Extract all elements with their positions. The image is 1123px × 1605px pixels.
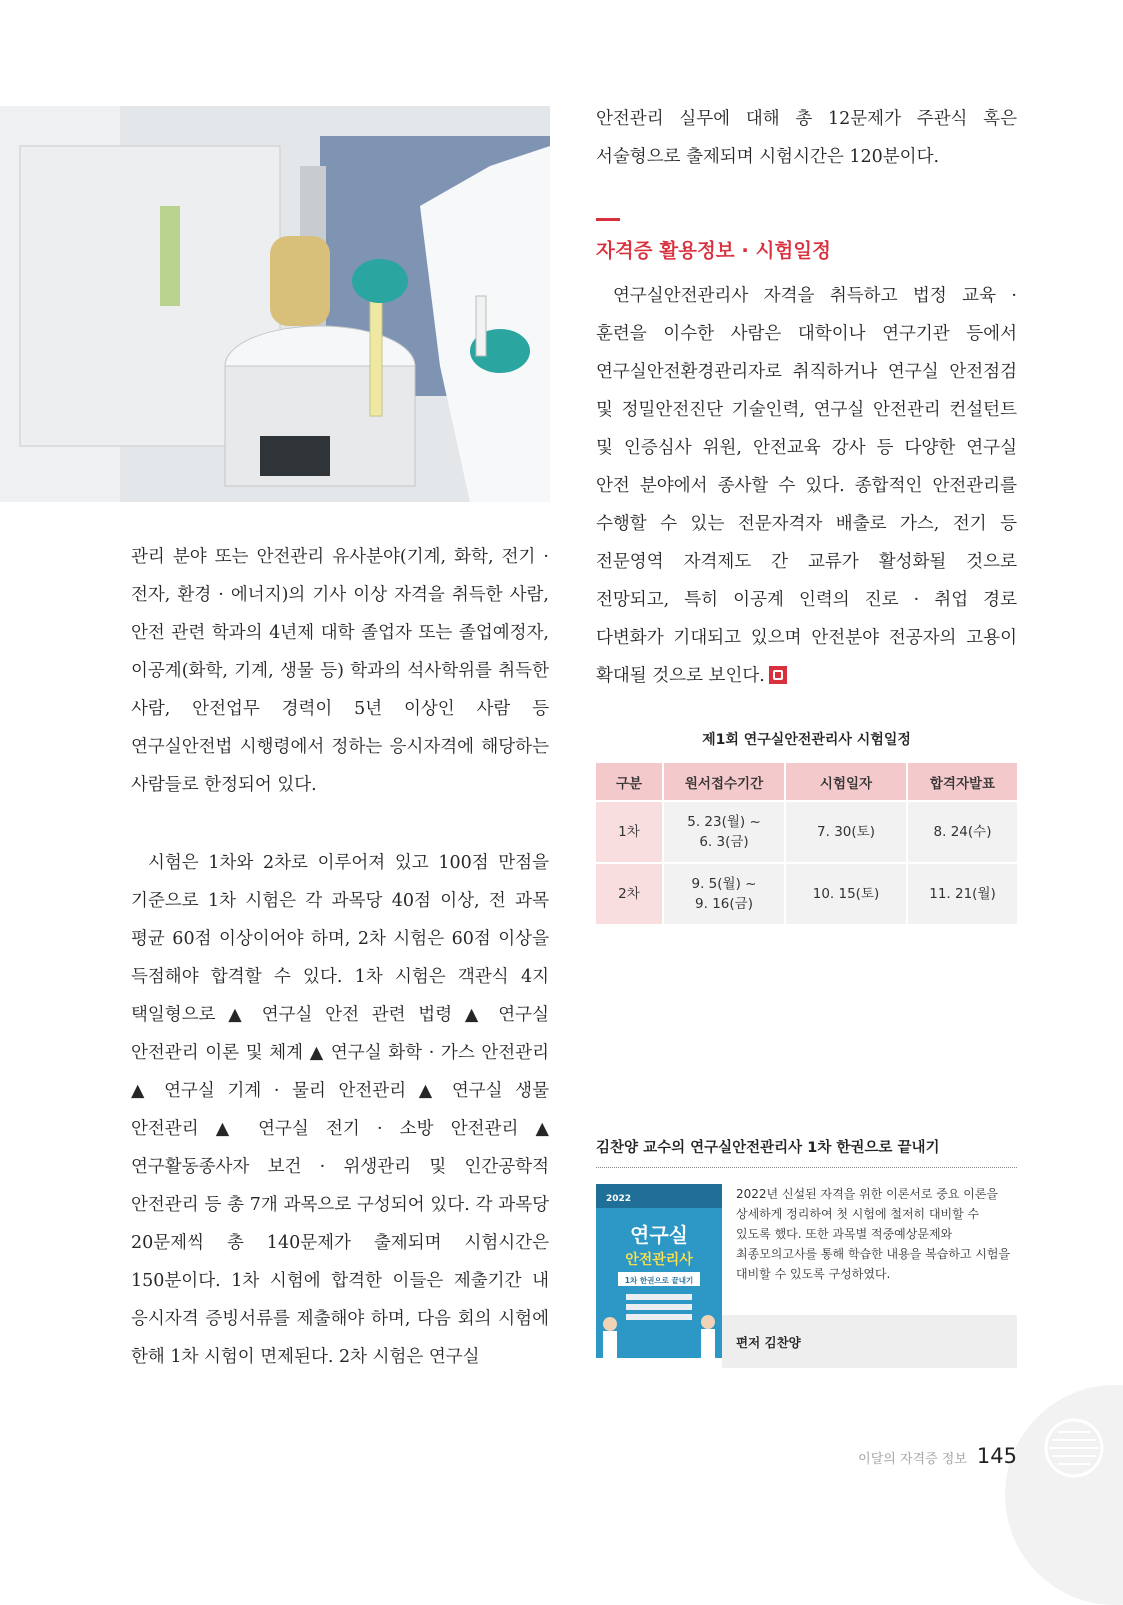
lab-photo-illustration — [0, 106, 550, 502]
section-title: 자격증 활용정보 · 시험일정 — [596, 239, 831, 262]
result-date-cell: 11. 21(월) — [907, 863, 1017, 924]
application-cell — [663, 801, 785, 863]
section-header — [596, 218, 1017, 263]
table-caption: 제1회 연구실안전관리사 시험일정 — [702, 732, 911, 748]
book-body — [596, 1184, 1017, 1374]
body-paragraph-qualification: 관리 분야 또는 안전관리 유사분야(기계, 화학, 전기 · 전자, 환경 · 에너지)의 기사 이상 자격을 취득한 사람, 안전 관련 학과의 4년제 대학 졸업자 또는 졸업예정자, 이공계(화학, 기계, 생물 등) 학과의 석사학위를 취득한 사람, 안전업무 경력이 5년 이상인 사람 등 연구실안전법 시행령에서 정하는 응시자격에 해당하는 사람들로 한정되어 있다. — [131, 547, 549, 795]
section-accent-bar — [596, 218, 620, 221]
page-footer — [858, 1444, 1017, 1468]
table-row — [596, 863, 1017, 924]
header-exam-date: 시험일자 — [785, 763, 907, 801]
cover-year: 2022 — [606, 1194, 632, 1204]
header-result-date: 합격자발표 — [907, 763, 1017, 801]
lab-photo — [0, 106, 550, 502]
round-cell: 2차 — [596, 863, 663, 924]
application-start: 5. 23(월) ~ — [687, 814, 761, 830]
cover-title-line2: 안전관리사 — [625, 1252, 693, 1268]
header-application: 원서접수기간 — [663, 763, 785, 801]
table-header-row — [596, 763, 1017, 801]
book-cover-image — [596, 1184, 722, 1358]
body-paragraph-exam: 시험은 1차와 2차로 이루어져 있고 100점 만점을 기준으로 1차 시험은 각 과목당 40점 이상, 전 과목 평균 60점 이상이어야 하며, 2차 시험은 60점 이상을 득점해야 합격할 수 있다. 1차 시험은 객관식 4지 택일형으로 ▲ 연구실 안전 관련 법령 ▲ 연구실 안전관리 이론 및 체계 ▲ 연구실 화학 · 가스 안전관리 ▲ 연구실 기계 · 물리 안전관리 ▲ 연구실 생물 안전관리 ▲ 연구실 전기 · 소방 안전관리 ▲ 연구활동종사자 보건 · 위생관리 및 인간공학적 안전관리 등 총 7개 과목으로 구성되어 있다. 각 과목당 20문제씩 총 140문제가 출제되며 시험시간은 150분이다. 1차 시험에 합격한 이들은 제출기간 내 응시자격 증빙서류를 제출해야 하며, 다음 회의 시험에 한해 1차 시험이 면제된다. 2차 시험은 연구실 — [131, 853, 549, 1367]
exam-date-cell: 7. 30(토) — [785, 801, 907, 863]
application-end: 6. 3(금) — [699, 834, 749, 850]
header-round: 구분 — [596, 763, 663, 801]
cover-title-line1: 연구실 — [630, 1223, 688, 1247]
application-end: 9. 16(금) — [695, 896, 753, 912]
exam-date-cell: 10. 15(토) — [785, 863, 907, 924]
book-title: 김찬양 교수의 연구실안전관리사 1차 한권으로 끝내기 — [596, 1136, 1017, 1168]
application-cell — [663, 863, 785, 924]
decorative-circle — [1005, 1385, 1123, 1605]
page-number: 145 — [976, 1444, 1017, 1468]
publisher-logo-icon — [1044, 1418, 1104, 1478]
round-cell: 1차 — [596, 801, 663, 863]
result-date-cell: 8. 24(수) — [907, 801, 1017, 863]
body-paragraph-usage — [596, 277, 1017, 695]
exam-schedule-table — [596, 763, 1017, 924]
book-promo — [596, 1136, 1017, 1374]
book-description: 2022년 신설된 자격을 위한 이론서로 중요 이론을 상세하게 정리하여 첫 시험에 철저히 대비할 수 있도록 했다. 또한 과목별 적중예상문제와 최종모의고사를 통해 학습한 내용을 복습하고 시험을 대비할 수 있도록 구성하였다. — [736, 1187, 1011, 1281]
table-row — [596, 801, 1017, 863]
left-column — [131, 538, 549, 1376]
cover-subtitle: 1차 한권으로 끝내기 — [624, 1276, 694, 1285]
book-author: 편저 김찬양 — [722, 1315, 1017, 1368]
book-cover-illustration — [596, 1184, 722, 1358]
body-paragraph-continued: 안전관리 실무에 대해 총 12문제가 주관식 혹은 서술형으로 출제되며 시험시간은 120분이다. — [596, 109, 1017, 167]
right-column — [596, 100, 1017, 924]
article-end-icon — [769, 666, 787, 684]
footer-section-label: 이달의 자격증 정보 — [858, 1452, 967, 1467]
application-start: 9. 5(월) ~ — [691, 876, 757, 892]
usage-text: 연구실안전관리사 자격을 취득하고 법정 교육 · 훈련을 이수한 사람은 대학이나 연구기관 등에서 연구실안전환경관리자로 취직하거나 연구실 안전점검 및 정밀안전진단 기술인력, 연구실 안전관리 컨설턴트 및 인증심사 위원, 안전교육 강사 등 다양한 연구실 안전 분야에서 종사할 수 있다. 종합적인 안전관리를 수행할 수 있는 전문자격자 배출로 가스, 전기 등 전문영역 자격제도 간 교류가 활성화될 것으로 전망되고, 특히 이공계 인력의 진로 · 취업 경로 다변화가 기대되고 있으며 안전분야 전공자의 고용이 확대될 것으로 보인다. — [596, 286, 1017, 686]
